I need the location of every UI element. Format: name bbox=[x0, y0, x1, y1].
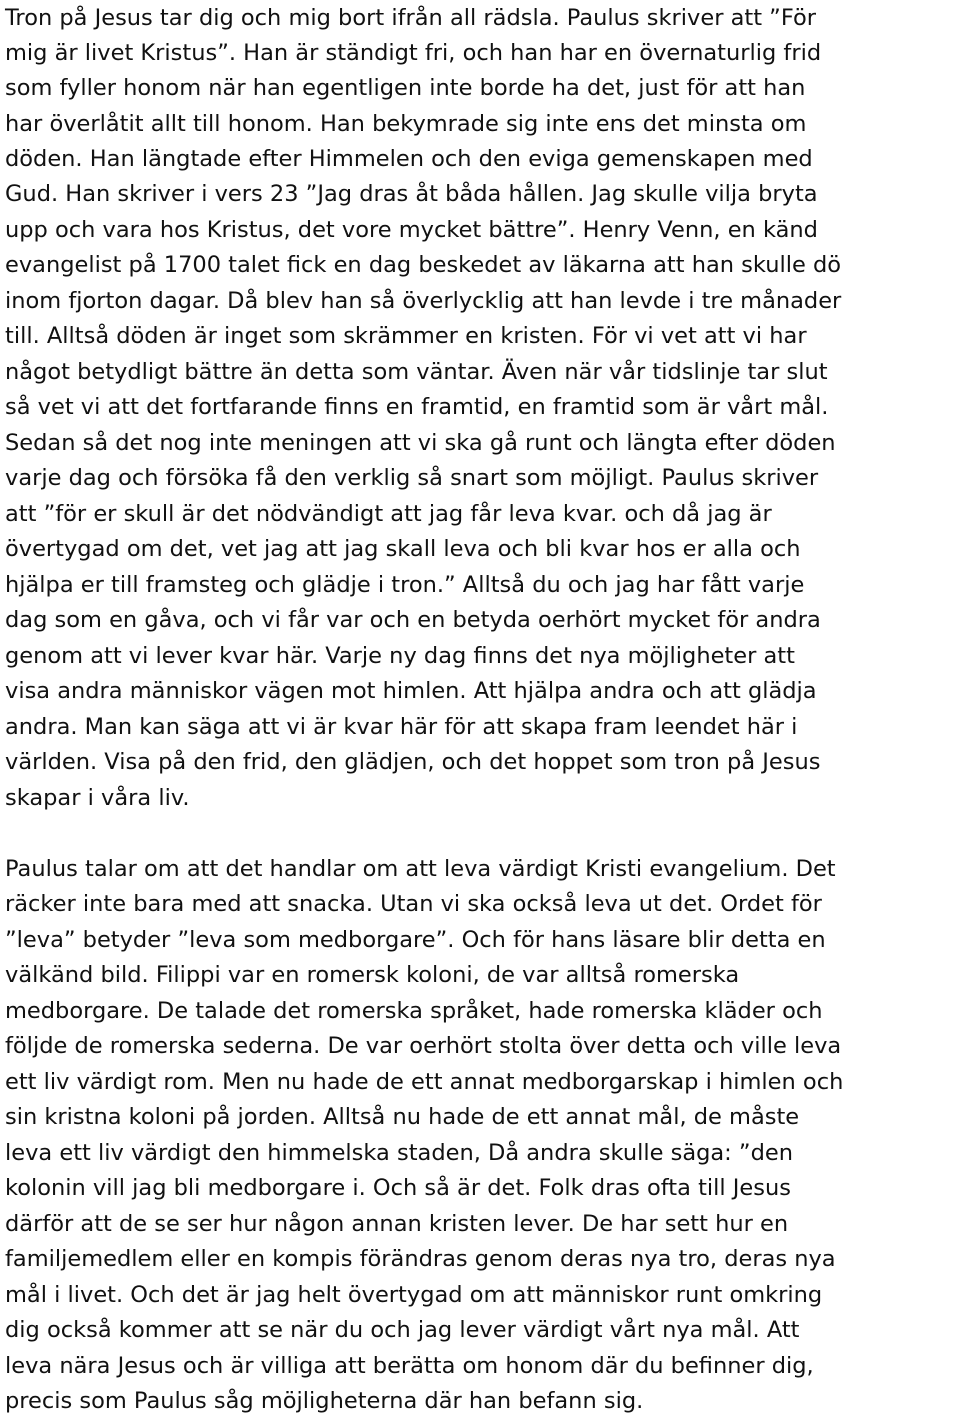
text-line: dig också kommer att se när du och jag lever värdigt vårt nya mål. Att bbox=[5, 1317, 800, 1343]
text-line: leva nära Jesus och är villiga att berätta om honom där du befinner dig, bbox=[5, 1353, 814, 1379]
text-line: skapar i våra liv. bbox=[5, 785, 190, 811]
text-line: som fyller honom när han egentligen inte borde ha det, just för att han bbox=[5, 75, 806, 101]
text-line: Tron på Jesus tar dig och mig bort ifrån all rädsla. Paulus skriver att ”För bbox=[5, 5, 816, 31]
text-line: så vet vi att det fortfarande finns en framtid, en framtid som är vårt mål. bbox=[5, 394, 829, 420]
text-line: andra. Man kan säga att vi är kvar här för att skapa fram leendet här i bbox=[5, 714, 798, 740]
text-line: till. Alltså döden är inget som skrämmer en kristen. För vi vet att vi har bbox=[5, 323, 807, 349]
text-line: räcker inte bara med att snacka. Utan vi ska också leva ut det. Ordet för bbox=[5, 891, 822, 917]
text-line: mig är livet Kristus”. Han är ständigt fri, och han har en övernaturlig frid bbox=[5, 40, 822, 66]
text-line: hjälpa er till framsteg och glädje i tron.” Alltså du och jag har fått varje bbox=[5, 572, 805, 598]
text-line: ett liv värdigt rom. Men nu hade de ett annat medborgarskap i himlen och bbox=[5, 1069, 844, 1095]
text-line: ”leva” betyder ”leva som medborgare”. Och för hans läsare blir detta en bbox=[5, 927, 826, 953]
text-line: världen. Visa på den frid, den glädjen, och det hoppet som tron på Jesus bbox=[5, 749, 821, 775]
text-line: mål i livet. Och det är jag helt övertygad om att människor runt omkring bbox=[5, 1282, 823, 1308]
text-line: medborgare. De talade det romerska språket, hade romerska kläder och bbox=[5, 998, 823, 1024]
text-line: övertygad om det, vet jag att jag skall leva och bli kvar hos er alla och bbox=[5, 536, 801, 562]
text-line: kolonin vill jag bli medborgare i. Och så är det. Folk dras ofta till Jesus bbox=[5, 1175, 791, 1201]
text-line: upp och vara hos Kristus, det vore mycket bättre”. Henry Venn, en känd bbox=[5, 217, 818, 243]
text-line: evangelist på 1700 talet fick en dag beskedet av läkarna att han skulle dö bbox=[5, 252, 842, 278]
text-line: inom fjorton dagar. Då blev han så överlycklig att han levde i tre månader bbox=[5, 288, 842, 314]
text-line: något betydligt bättre än detta som väntar. Även när vår tidslinje tar slut bbox=[5, 359, 828, 385]
text-line: har överlåtit allt till honom. Han bekymrade sig inte ens det minsta om bbox=[5, 111, 807, 137]
text-line: Gud. Han skriver i vers 23 ”Jag dras åt båda hållen. Jag skulle vilja bryta bbox=[5, 181, 818, 207]
text-line: visa andra människor vägen mot himlen. Att hjälpa andra och att glädja bbox=[5, 678, 817, 704]
text-line: att ”för er skull är det nödvändigt att jag får leva kvar. och då jag är bbox=[5, 501, 772, 527]
text-line: precis som Paulus såg möjligheterna där han befann sig. bbox=[5, 1388, 644, 1414]
text-line: sin kristna koloni på jorden. Alltså nu hade de ett annat mål, de måste bbox=[5, 1104, 800, 1130]
text-line: döden. Han längtade efter Himmelen och den eviga gemenskapen med bbox=[5, 146, 813, 172]
text-line: genom att vi lever kvar här. Varje ny dag finns det nya möjligheter att bbox=[5, 643, 795, 669]
text-line: dag som en gåva, och vi får var och en betyda oerhört mycket för andra bbox=[5, 607, 821, 633]
text-line: följde de romerska sederna. De var oerhört stolta över detta och ville leva bbox=[5, 1033, 842, 1059]
text-line: därför att de se ser hur någon annan kristen lever. De har sett hur en bbox=[5, 1211, 789, 1237]
text-line: varje dag och försöka få den verklig så snart som möjligt. Paulus skriver bbox=[5, 465, 819, 491]
text-line: familjemedlem eller en kompis förändras genom deras nya tro, deras nya bbox=[5, 1246, 836, 1272]
text-line: Paulus talar om att det handlar om att leva värdigt Kristi evangelium. Det bbox=[5, 856, 836, 882]
text-line: välkänd bild. Filippi var en romersk koloni, de var alltså romerska bbox=[5, 962, 740, 988]
text-line: Sedan så det nog inte meningen att vi ska gå runt och längta efter döden bbox=[5, 430, 836, 456]
text-line: leva ett liv värdigt den himmelska staden, Då andra skulle säga: ”den bbox=[5, 1140, 793, 1166]
